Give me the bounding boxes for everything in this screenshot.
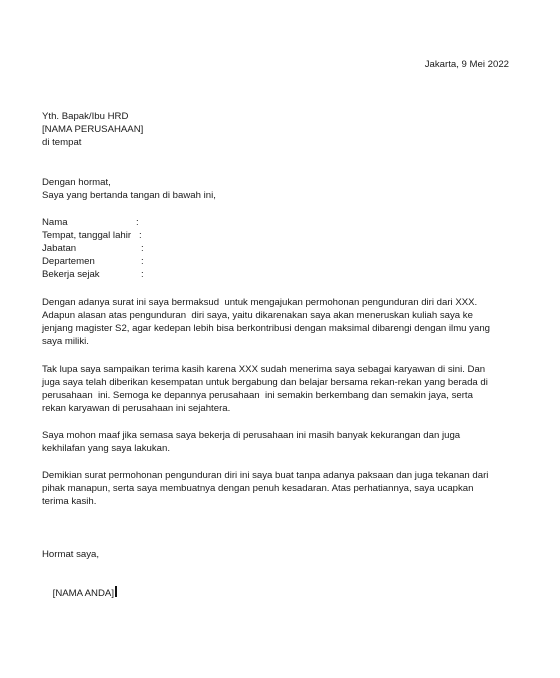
field-label-ttl: Tempat, tanggal lahir [42, 230, 132, 241]
signature-name: [NAMA ANDA] [52, 588, 114, 599]
paragraph-line: kekhilafan yang saya lakukan. [42, 443, 170, 454]
paragraph-apology [42, 429, 512, 455]
paragraph-line: perusahaan ini. Semoga ke depannya perusahaan ini semakin berkembang dan semakin jaya, serta [42, 390, 473, 401]
field-label-bekerja-sejak: Bekerja sejak [42, 269, 100, 280]
signature-line[interactable] [42, 573, 117, 613]
paragraph-line: saya miliki. [42, 336, 89, 347]
field-colon: : [139, 230, 142, 241]
paragraph-reason [42, 296, 512, 348]
field-label-departemen: Departemen [42, 256, 95, 267]
paragraph-line: terima kasih. [42, 496, 97, 507]
closing-salutation: Hormat saya, [42, 549, 100, 560]
text-cursor [115, 586, 117, 597]
intro-text: Saya yang bertanda tangan di bawah ini, [42, 190, 216, 201]
recipient-line-1: Yth. Bapak/Ibu HRD [42, 111, 129, 122]
paragraph-line: Dengan adanya surat ini saya bermaksud untuk mengajukan permohonan pengunduran diri dari XXX. [42, 297, 478, 308]
field-colon: : [141, 256, 144, 267]
field-colon: : [141, 269, 144, 280]
paragraph-line: Tak lupa saya sampaikan terima kasih karena XXX sudah menerima saya sebagai karyawan di sini. Dan [42, 364, 486, 375]
paragraph-line: Demikian surat permohonan pengunduran diri ini saya buat tanpa adanya paksaan dan juga tekanan dari [42, 470, 489, 481]
letter-date: Jakarta, 9 Mei 2022 [424, 59, 509, 70]
field-label-jabatan: Jabatan [42, 243, 77, 254]
paragraph-line: juga saya telah diberikan kesempatan untuk bergabung dan belajar bersama rekan-rekan yang berada di [42, 377, 488, 388]
paragraph-line: Adapun alasan atas pengunduran diri saya, yaitu dikarenakan saya akan meneruskan kuliah saya ke [42, 310, 473, 321]
paragraph-line: pihak manapun, serta saya membuatnya dengan penuh kesadaran. Atas perhatiannya, saya ucapkan [42, 483, 474, 494]
field-colon: : [141, 243, 144, 254]
field-label-nama: Nama [42, 217, 68, 228]
greeting: Dengan hormat, [42, 177, 111, 188]
paragraph-line: Saya mohon maaf jika semasa saya bekerja di perusahaan ini masih banyak kekurangan dan juga [42, 430, 461, 441]
paragraph-line: rekan karyawan di perusahaan ini sejahtera. [42, 403, 231, 414]
paragraph-closing [42, 469, 512, 508]
recipient-company: [NAMA PERUSAHAAN] [42, 124, 144, 135]
paragraph-thanks [42, 363, 512, 415]
paragraph-line: jenjang magister S2, agar kedepan lebih bisa berkontribusi dengan maksimal dibarengi dengan ilmu yang [42, 323, 490, 334]
recipient-place: di tempat [42, 137, 82, 148]
field-colon: : [136, 217, 139, 228]
